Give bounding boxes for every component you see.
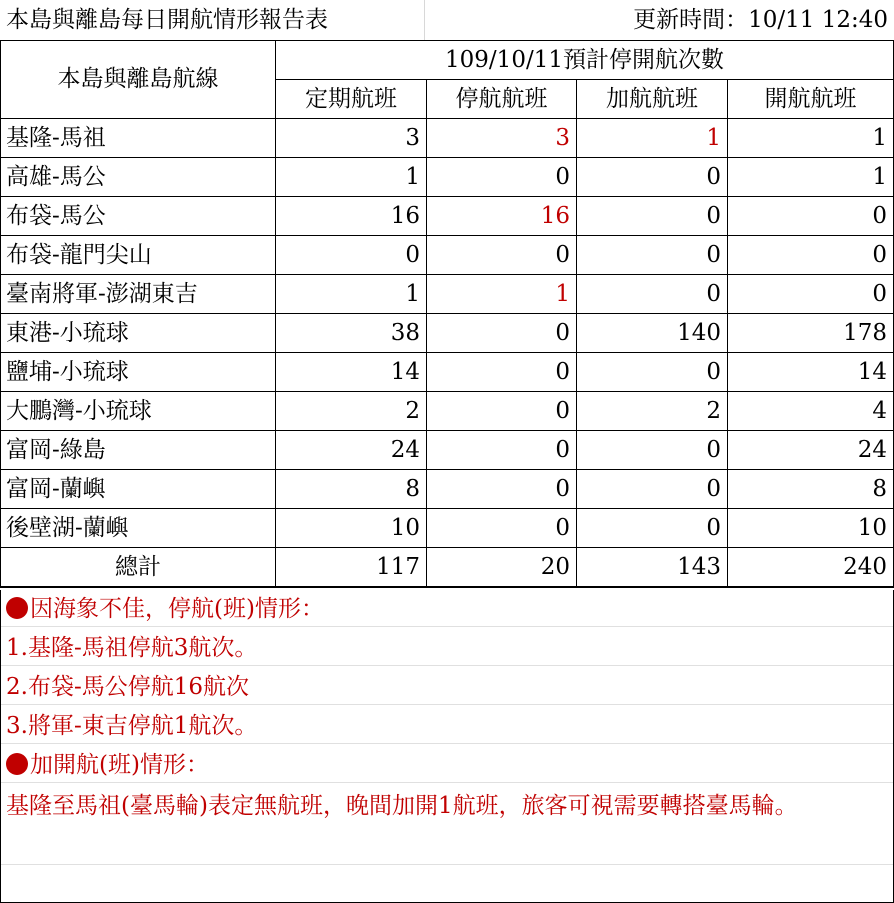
suspended-count: 3 [427, 119, 577, 158]
scheduled-count: 14 [276, 353, 427, 392]
table-row [1, 158, 894, 197]
scheduled-count: 1 [276, 158, 427, 197]
table-row [1, 431, 894, 470]
report-header [0, 0, 892, 41]
route-name: 鹽埔-小琉球 [1, 353, 276, 392]
operating-count: 0 [728, 275, 894, 314]
route-name: 布袋-馬公 [1, 197, 276, 236]
table-row [1, 509, 894, 548]
route-name: 後壁湖-蘭嶼 [1, 509, 276, 548]
operating-count: 8 [728, 470, 894, 509]
added-count: 2 [577, 392, 728, 431]
suspended-count: 16 [427, 197, 577, 236]
table-row [1, 392, 894, 431]
scheduled-count: 2 [276, 392, 427, 431]
added-heading-text: 加開航(班)情形： [30, 752, 209, 778]
route-name: 高雄-馬公 [1, 158, 276, 197]
suspension-item: 2.布袋-馬公停航16航次 [6, 674, 249, 700]
added-count: 0 [577, 431, 728, 470]
added-count: 0 [577, 197, 728, 236]
route-name: 基隆-馬祖 [1, 119, 276, 158]
route-name: 東港-小琉球 [1, 314, 276, 353]
table-group-header-row [1, 41, 894, 80]
suspended-count: 0 [427, 236, 577, 275]
scheduled-count: 16 [276, 197, 427, 236]
header-divider [424, 0, 425, 40]
sailing-table [0, 40, 894, 588]
route-name: 臺南將軍-澎湖東吉 [1, 275, 276, 314]
suspension-item: 1.基隆-馬祖停航3航次。 [6, 635, 258, 661]
added-count: 1 [577, 119, 728, 158]
operating-count: 24 [728, 431, 894, 470]
operating-count: 178 [728, 314, 894, 353]
suspended-count: 0 [427, 314, 577, 353]
note-divider [1, 743, 893, 744]
scheduled-count: 0 [276, 236, 427, 275]
suspension-heading [6, 595, 324, 623]
scheduled-count: 8 [276, 470, 427, 509]
added-count: 0 [577, 275, 728, 314]
operating-count: 1 [728, 158, 894, 197]
added-count: 0 [577, 509, 728, 548]
note-divider [1, 782, 893, 783]
table-row [1, 314, 894, 353]
added-count: 140 [577, 314, 728, 353]
suspended-count: 1 [427, 275, 577, 314]
column-header-added: 加航航班 [577, 80, 728, 119]
total-added: 143 [577, 548, 728, 588]
route-name: 布袋-龍門尖山 [1, 236, 276, 275]
scheduled-count: 10 [276, 509, 427, 548]
added-heading [6, 751, 209, 779]
route-column-header: 本島與離島航線 [1, 41, 276, 119]
suspension-item: 3.將軍-東吉停航1航次。 [6, 713, 258, 739]
suspended-count: 0 [427, 392, 577, 431]
operating-count: 4 [728, 392, 894, 431]
total-suspended: 20 [427, 548, 577, 588]
suspended-count: 0 [427, 158, 577, 197]
table-row [1, 119, 894, 158]
total-operating: 240 [728, 548, 894, 588]
scheduled-count: 38 [276, 314, 427, 353]
added-count: 0 [577, 236, 728, 275]
notes-section [0, 590, 894, 903]
red-bullet-icon [6, 753, 28, 775]
column-header-scheduled: 定期航班 [276, 80, 427, 119]
operating-count: 1 [728, 119, 894, 158]
route-name: 富岡-綠島 [1, 431, 276, 470]
route-name: 富岡-蘭嶼 [1, 470, 276, 509]
added-count: 0 [577, 158, 728, 197]
added-note-text: 基隆至馬祖(臺馬輪)表定無航班，晚間加開1航班，旅客可視需要轉搭臺馬輪。 [6, 793, 798, 819]
column-header-suspended: 停航航班 [427, 80, 577, 119]
added-count: 0 [577, 470, 728, 509]
operating-count: 0 [728, 236, 894, 275]
total-scheduled: 117 [276, 548, 427, 588]
suspended-count: 0 [427, 509, 577, 548]
total-row [1, 548, 894, 588]
date-group-header: 109/10/11預計停開航次數 [276, 41, 894, 80]
suspended-count: 0 [427, 470, 577, 509]
note-divider [1, 626, 893, 627]
note-divider [1, 704, 893, 705]
table-row [1, 275, 894, 314]
report-title: 本島與離島每日開航情形報告表 [6, 7, 328, 33]
note-divider [1, 665, 893, 666]
red-bullet-icon [6, 597, 28, 619]
table-row [1, 236, 894, 275]
scheduled-count: 1 [276, 275, 427, 314]
update-time: 更新時間：10/11 12:40 [633, 7, 888, 33]
added-count: 0 [577, 353, 728, 392]
route-name: 大鵬灣-小琉球 [1, 392, 276, 431]
scheduled-count: 24 [276, 431, 427, 470]
suspended-count: 0 [427, 353, 577, 392]
table-row [1, 197, 894, 236]
suspended-count: 0 [427, 431, 577, 470]
operating-count: 14 [728, 353, 894, 392]
note-divider [1, 864, 893, 865]
total-label: 總計 [1, 548, 276, 588]
scheduled-count: 3 [276, 119, 427, 158]
table-row [1, 470, 894, 509]
table-row [1, 353, 894, 392]
operating-count: 0 [728, 197, 894, 236]
operating-count: 10 [728, 509, 894, 548]
suspension-heading-text: 因海象不佳，停航(班)情形： [30, 596, 324, 622]
column-header-operating: 開航航班 [728, 80, 894, 119]
